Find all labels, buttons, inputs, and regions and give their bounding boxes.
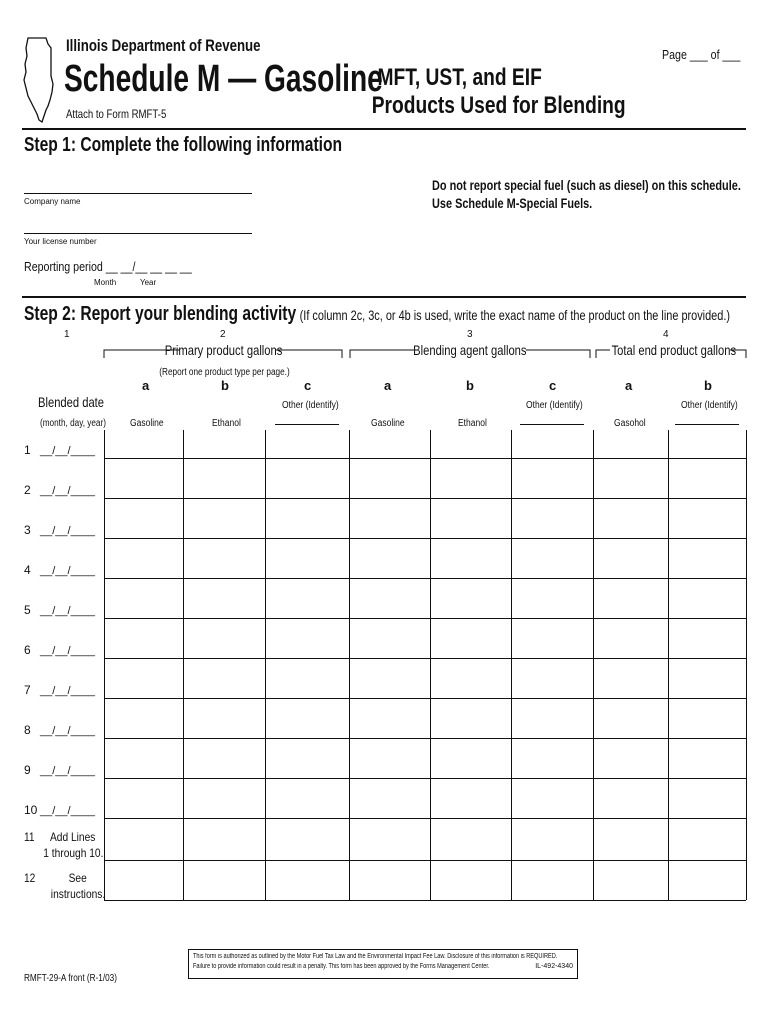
row-number: 10: [24, 803, 38, 817]
gallons-cell[interactable]: [431, 792, 510, 817]
gallons-cell[interactable]: [594, 632, 667, 657]
gallons-cell[interactable]: [266, 432, 348, 457]
gallons-cell[interactable]: [350, 632, 429, 657]
gallons-cell[interactable]: [512, 712, 592, 737]
blended-date-input[interactable]: __/__/____: [40, 685, 96, 697]
gallons-cell[interactable]: [266, 632, 348, 657]
gallons-cell[interactable]: [184, 832, 264, 859]
col2c-letter: c: [304, 378, 312, 393]
blended-date-input[interactable]: __/__/____: [40, 645, 96, 657]
gallons-cell[interactable]: [184, 592, 264, 617]
gallons-cell[interactable]: [266, 672, 348, 697]
col4b-letter: b: [704, 378, 712, 393]
row-12-label: 12 See instructions.: [24, 871, 106, 901]
gallons-cell[interactable]: [184, 432, 264, 457]
gallons-cell[interactable]: [512, 792, 592, 817]
blend-row-label: [24, 803, 95, 817]
gallons-cell[interactable]: [512, 874, 592, 899]
gallons-cell[interactable]: [669, 874, 745, 899]
col2b-letter: b: [221, 378, 229, 393]
gallons-cell[interactable]: [431, 752, 510, 777]
grid-column-line: [265, 430, 266, 900]
gallons-cell[interactable]: [669, 712, 745, 737]
blend-row-label: [24, 763, 95, 777]
row-number: 4: [24, 563, 31, 577]
gallons-cell[interactable]: [184, 472, 264, 497]
gallons-cell[interactable]: [669, 752, 745, 777]
gallons-cell[interactable]: [594, 512, 667, 537]
row-number: 3: [24, 523, 31, 537]
gallons-cell[interactable]: [266, 712, 348, 737]
blend-row-label: [24, 523, 95, 537]
department-name: Illinois Department of Revenue: [66, 36, 261, 55]
gallons-cell[interactable]: [350, 832, 429, 859]
col4b-identify-field[interactable]: [675, 424, 739, 425]
gallons-cell[interactable]: [431, 592, 510, 617]
row-number: 1: [24, 443, 31, 457]
grid-row-line: [104, 538, 746, 539]
col3c-other-label: Other (Identify): [526, 400, 583, 411]
blend-row-label: [24, 683, 95, 697]
col4a-gasohol: Gasohol: [614, 418, 646, 429]
gallons-cell[interactable]: [184, 552, 264, 577]
gallons-cell[interactable]: [594, 472, 667, 497]
gallons-cell[interactable]: [184, 712, 264, 737]
gallons-cell[interactable]: [512, 672, 592, 697]
gallons-cell[interactable]: [512, 592, 592, 617]
gallons-cell[interactable]: [512, 752, 592, 777]
gallons-cell[interactable]: [350, 552, 429, 577]
grid-column-line: [511, 430, 512, 900]
col1-number: 1: [64, 329, 70, 340]
col2c-other-label: Other (Identify): [282, 400, 339, 411]
gallons-cell[interactable]: [669, 552, 745, 577]
col3a-gasoline: Gasoline: [371, 418, 405, 429]
month-label: Month: [94, 278, 117, 287]
col4-number: 4: [663, 329, 669, 340]
col2-title: Primary product gallons: [165, 342, 283, 358]
step2-heading: Step 2: Report your blending activity (If column 2c, 3c, or 4b is used, write the exact name of the product on the line provided.): [24, 303, 731, 325]
form-code: IL-492-4340: [535, 963, 573, 970]
gallons-cell[interactable]: [105, 792, 182, 817]
blended-date-input[interactable]: __/__/____: [40, 485, 96, 497]
gallons-cell[interactable]: [431, 672, 510, 697]
blended-date-input[interactable]: __/__/____: [40, 565, 96, 577]
gallons-cell[interactable]: [431, 712, 510, 737]
blended-date-input[interactable]: __/__/____: [40, 525, 96, 537]
blended-date-input[interactable]: __/__/____: [40, 445, 96, 457]
gallons-cell[interactable]: [184, 792, 264, 817]
gallons-cell[interactable]: [266, 792, 348, 817]
license-number-label: Your license number: [24, 237, 97, 246]
grid-column-line: [183, 430, 184, 900]
gallons-cell[interactable]: [184, 874, 264, 899]
blend-row-label: [24, 723, 95, 737]
col3a-letter: a: [384, 378, 392, 393]
page-total-input[interactable]: ___: [722, 47, 741, 62]
gallons-cell[interactable]: [266, 752, 348, 777]
grid-column-line: [746, 430, 747, 900]
reporting-period: Reporting period __ __/__ __ __ __: [24, 259, 192, 274]
col3-title: Blending agent gallons: [413, 342, 527, 358]
gallons-cell[interactable]: [105, 512, 182, 537]
col3c-identify-field[interactable]: [520, 424, 584, 425]
grid-row-line: [104, 458, 746, 459]
gallons-cell[interactable]: [431, 874, 510, 899]
grid-row-line: [104, 658, 746, 659]
gallons-cell[interactable]: [512, 632, 592, 657]
gallons-cell[interactable]: [669, 472, 745, 497]
gallons-cell[interactable]: [350, 512, 429, 537]
gallons-cell[interactable]: [431, 472, 510, 497]
gallons-cell[interactable]: [669, 832, 745, 859]
page-number: Page ___ of ___: [662, 47, 741, 62]
grid-row-line: [104, 618, 746, 619]
gallons-cell[interactable]: [431, 832, 510, 859]
page-input[interactable]: ___: [689, 47, 708, 62]
row-number: 9: [24, 763, 31, 777]
grid-column-line: [668, 430, 669, 900]
gallons-cell[interactable]: [669, 792, 745, 817]
blended-date-input[interactable]: __/__/____: [40, 805, 96, 817]
special-fuel-notice: Do not report special fuel (such as diesel) on this schedule. Use Schedule M-Special Fuels.: [432, 177, 741, 211]
gallons-cell[interactable]: [431, 632, 510, 657]
grid-row-line: [104, 900, 746, 901]
gallons-cell[interactable]: [594, 672, 667, 697]
blend-row-label: [24, 603, 95, 617]
gallons-cell[interactable]: [594, 552, 667, 577]
grid-row-line: [104, 860, 746, 861]
col2-subtitle: (Report one product type per page.): [158, 367, 290, 378]
attach-note: Attach to Form RMFT-5: [66, 107, 167, 121]
gallons-cell[interactable]: [594, 712, 667, 737]
gallons-cell[interactable]: [105, 472, 182, 497]
form-title: Schedule M — Gasoline: [64, 58, 383, 100]
gallons-cell[interactable]: [594, 432, 667, 457]
blended-date-header: Blended date: [38, 394, 105, 410]
col2c-identify-field[interactable]: [275, 424, 339, 425]
gallons-cell[interactable]: [594, 792, 667, 817]
blend-row-label: [24, 563, 95, 577]
blended-date-input[interactable]: __/__/____: [40, 765, 96, 777]
blended-date-input[interactable]: __/__/____: [40, 725, 96, 737]
gallons-cell[interactable]: [105, 552, 182, 577]
date-format-hint: (month, day, year): [40, 418, 106, 429]
gallons-cell[interactable]: [512, 472, 592, 497]
blended-date-input[interactable]: __/__/____: [40, 605, 96, 617]
column-brackets: [0, 0, 770, 400]
company-name-label: Company name: [24, 197, 81, 206]
gallons-cell[interactable]: [350, 752, 429, 777]
blend-row-label: [24, 443, 95, 457]
gallons-cell[interactable]: [594, 752, 667, 777]
gallons-cell[interactable]: [266, 472, 348, 497]
col3-number: 3: [467, 329, 473, 340]
gallons-cell[interactable]: [350, 472, 429, 497]
gallons-cell[interactable]: [105, 432, 182, 457]
col4-title: Total end product gallons: [611, 342, 737, 358]
grid-row-line: [104, 778, 746, 779]
gallons-cell[interactable]: [512, 832, 592, 859]
gallons-cell[interactable]: [105, 752, 182, 777]
gallons-cell[interactable]: [266, 512, 348, 537]
step1-heading: Step 1: Complete the following information: [24, 134, 343, 156]
gallons-cell[interactable]: [669, 672, 745, 697]
gallons-cell[interactable]: [266, 592, 348, 617]
row-number: 8: [24, 723, 31, 737]
form-id: RMFT-29-A front (R-1/03): [24, 973, 117, 984]
col4b-other-label: Other (Identify): [681, 400, 738, 411]
grid-row-line: [104, 498, 746, 499]
gallons-cell[interactable]: [512, 432, 592, 457]
gallons-cell[interactable]: [266, 832, 348, 859]
gallons-cell[interactable]: [350, 874, 429, 899]
grid-column-line: [430, 430, 431, 900]
gallons-cell[interactable]: [105, 672, 182, 697]
gallons-cell[interactable]: [350, 712, 429, 737]
gallons-cell[interactable]: [184, 632, 264, 657]
gallons-cell[interactable]: [512, 552, 592, 577]
grid-row-line: [104, 698, 746, 699]
gallons-cell[interactable]: [350, 792, 429, 817]
blend-row-label: [24, 483, 95, 497]
gallons-cell[interactable]: [184, 752, 264, 777]
grid-row-line: [104, 738, 746, 739]
gallons-cell[interactable]: [350, 672, 429, 697]
row-number: 5: [24, 603, 31, 617]
row-11-label: 11 Add Lines 1 through 10.: [24, 830, 104, 860]
gallons-cell[interactable]: [184, 512, 264, 537]
blend-row-label: [24, 643, 95, 657]
gallons-cell[interactable]: [669, 512, 745, 537]
gallons-cell[interactable]: [594, 832, 667, 859]
col2a-gasoline: Gasoline: [130, 418, 164, 429]
gallons-cell[interactable]: [105, 632, 182, 657]
gallons-cell[interactable]: [350, 432, 429, 457]
gallons-cell[interactable]: [266, 552, 348, 577]
row-number: 2: [24, 483, 31, 497]
gallons-cell[interactable]: [266, 874, 348, 899]
gallons-cell[interactable]: [669, 432, 745, 457]
col3b-letter: b: [466, 378, 474, 393]
grid-column-line: [349, 430, 350, 900]
gallons-cell[interactable]: [594, 874, 667, 899]
gallons-cell[interactable]: [669, 592, 745, 617]
gallons-cell[interactable]: [431, 512, 510, 537]
year-label: Year: [140, 278, 157, 287]
gallons-cell[interactable]: [350, 592, 429, 617]
col2-number: 2: [220, 329, 226, 340]
gallons-cell[interactable]: [431, 552, 510, 577]
col2a-letter: a: [142, 378, 150, 393]
form-subtitle: MFT, UST, and EIF Products Used for Blending: [371, 64, 626, 119]
gallons-cell[interactable]: [105, 832, 182, 859]
row-number: 6: [24, 643, 31, 657]
col2b-ethanol: Ethanol: [212, 418, 241, 429]
grid-row-line: [104, 818, 746, 819]
gallons-cell[interactable]: [431, 432, 510, 457]
grid-column-line: [593, 430, 594, 900]
gallons-cell[interactable]: [669, 632, 745, 657]
gallons-cell[interactable]: [594, 592, 667, 617]
gallons-cell[interactable]: [184, 672, 264, 697]
col3b-ethanol: Ethanol: [458, 418, 487, 429]
gallons-cell[interactable]: [105, 592, 182, 617]
gallons-cell[interactable]: [512, 512, 592, 537]
legal-disclaimer: This form is authorized as outlined by the Motor Fuel Tax Law and the Environmental Impact Fee Law. Disclosure of this information is REQUIRED. Failure to provide information could result in a penalty. This form has been approved by the Forms Management Center. IL-492-4340: [188, 949, 578, 979]
reporting-period-input[interactable]: __ __/__ __ __ __: [105, 259, 192, 274]
grid-row-line: [104, 578, 746, 579]
col4a-letter: a: [625, 378, 633, 393]
col3c-letter: c: [549, 378, 557, 393]
row-number: 7: [24, 683, 31, 697]
gallons-cell[interactable]: [105, 712, 182, 737]
